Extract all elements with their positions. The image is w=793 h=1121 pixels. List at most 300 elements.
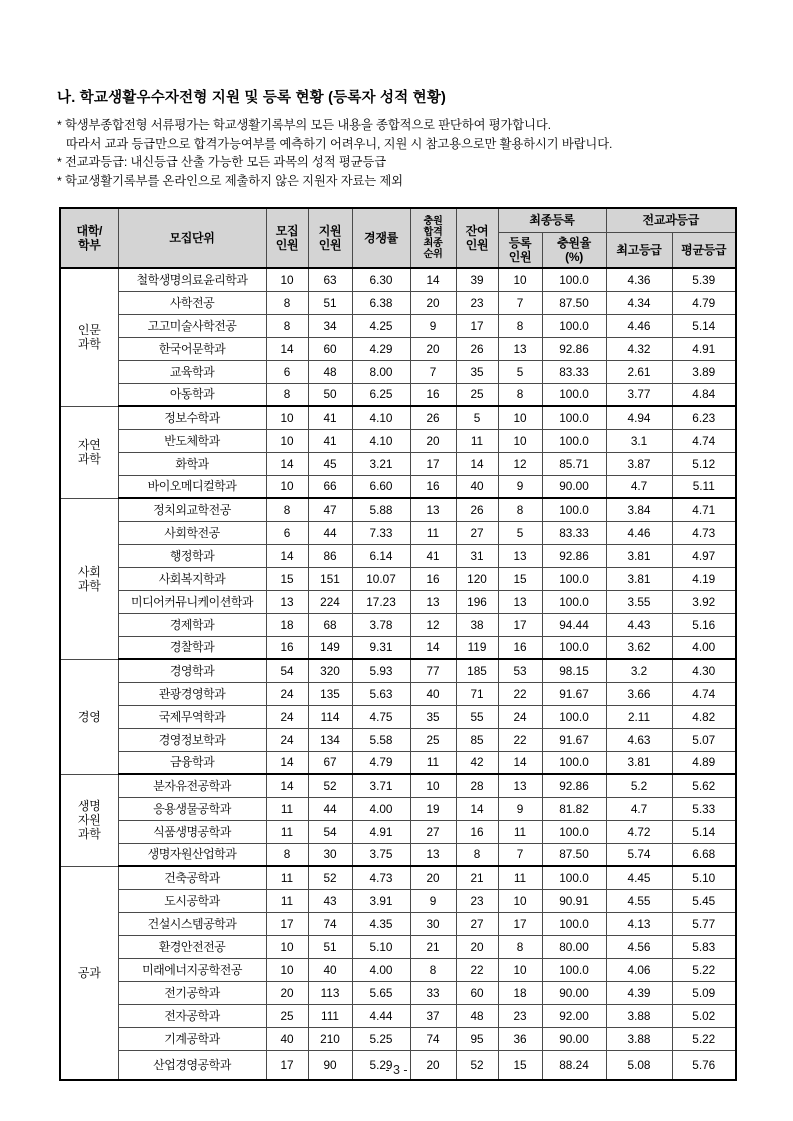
cell-applicants: 44 [308, 521, 352, 544]
cell-quota: 24 [266, 705, 308, 728]
cell-ratio: 6.38 [352, 291, 410, 314]
cell-avg-grade: 5.83 [672, 935, 736, 958]
cell-fill-rate: 100.0 [542, 636, 606, 659]
header-applicants-line2: 인원 [318, 238, 342, 252]
cell-remaining: 52 [456, 1050, 498, 1080]
table-row [60, 751, 736, 774]
cell-best-grade: 4.7 [606, 797, 672, 820]
header-row-top [60, 208, 736, 232]
cell-ratio: 5.10 [352, 935, 410, 958]
table-row [60, 452, 736, 475]
cell-enrolled: 24 [498, 705, 542, 728]
table-row [60, 337, 736, 360]
header-rank-line2: 합격 [423, 226, 443, 238]
cell-enrolled: 23 [498, 1004, 542, 1027]
cell-avg-grade: 5.62 [672, 774, 736, 797]
cell-avg-grade: 5.39 [672, 268, 736, 291]
table-row [60, 958, 736, 981]
cell-quota: 10 [266, 406, 308, 429]
college-line: 생명 [77, 799, 101, 813]
header-college-line1: 대학/ [76, 224, 103, 238]
cell-waitlist-rank: 11 [410, 521, 456, 544]
cell-unit: 건설시스템공학과 [118, 912, 266, 935]
cell-enrolled: 10 [498, 958, 542, 981]
header-college-line2: 학부 [77, 238, 101, 252]
cell-waitlist-rank: 35 [410, 705, 456, 728]
cell-fill-rate: 83.33 [542, 360, 606, 383]
cell-applicants: 68 [308, 613, 352, 636]
cell-fill-rate: 88.24 [542, 1050, 606, 1080]
cell-quota: 10 [266, 268, 308, 291]
cell-enrolled: 8 [498, 314, 542, 337]
cell-best-grade: 3.2 [606, 659, 672, 682]
cell-quota: 17 [266, 1050, 308, 1080]
cell-quota: 14 [266, 544, 308, 567]
cell-waitlist-rank: 19 [410, 797, 456, 820]
cell-applicants: 50 [308, 383, 352, 406]
cell-quota: 8 [266, 383, 308, 406]
cell-avg-grade: 4.30 [672, 659, 736, 682]
cell-unit: 응용생물공학과 [118, 797, 266, 820]
cell-waitlist-rank: 26 [410, 406, 456, 429]
cell-waitlist-rank: 16 [410, 475, 456, 498]
cell-applicants: 135 [308, 682, 352, 705]
cell-best-grade: 3.55 [606, 590, 672, 613]
cell-unit: 미디어커뮤니케이션학과 [118, 590, 266, 613]
cell-waitlist-rank: 33 [410, 981, 456, 1004]
cell-enrolled: 15 [498, 1050, 542, 1080]
cell-ratio: 4.00 [352, 958, 410, 981]
cell-fill-rate: 92.86 [542, 774, 606, 797]
cell-quota: 14 [266, 751, 308, 774]
cell-avg-grade: 4.91 [672, 337, 736, 360]
cell-applicants: 134 [308, 728, 352, 751]
cell-ratio: 6.60 [352, 475, 410, 498]
cell-fill-rate: 91.67 [542, 682, 606, 705]
cell-unit: 전자공학과 [118, 1004, 266, 1027]
cell-quota: 17 [266, 912, 308, 935]
cell-waitlist-rank: 20 [410, 429, 456, 452]
cell-unit: 교육학과 [118, 360, 266, 383]
cell-best-grade: 4.63 [606, 728, 672, 751]
cell-fill-rate: 81.82 [542, 797, 606, 820]
cell-waitlist-rank: 13 [410, 590, 456, 613]
cell-college [60, 659, 118, 774]
cell-unit: 화학과 [118, 452, 266, 475]
cell-best-grade: 4.39 [606, 981, 672, 1004]
table-row [60, 866, 736, 889]
cell-fill-rate: 100.0 [542, 705, 606, 728]
cell-ratio: 4.35 [352, 912, 410, 935]
header-fill-rate [542, 232, 606, 268]
cell-unit: 분자유전공학과 [118, 774, 266, 797]
cell-applicants: 41 [308, 429, 352, 452]
cell-fill-rate: 90.91 [542, 889, 606, 912]
cell-enrolled: 15 [498, 567, 542, 590]
header-unit: 모집단위 [118, 208, 266, 268]
cell-applicants: 74 [308, 912, 352, 935]
cell-enrolled: 10 [498, 429, 542, 452]
cell-ratio: 5.65 [352, 981, 410, 1004]
cell-ratio: 6.25 [352, 383, 410, 406]
cell-fill-rate: 100.0 [542, 751, 606, 774]
cell-unit: 사학전공 [118, 291, 266, 314]
header-fill-rate-line2: (%) [565, 249, 583, 264]
cell-avg-grade: 4.79 [672, 291, 736, 314]
cell-waitlist-rank: 41 [410, 544, 456, 567]
cell-avg-grade: 6.23 [672, 406, 736, 429]
cell-enrolled: 7 [498, 843, 542, 866]
cell-best-grade: 4.32 [606, 337, 672, 360]
cell-best-grade: 3.77 [606, 383, 672, 406]
table-row [60, 935, 736, 958]
cell-unit: 환경안전전공 [118, 935, 266, 958]
cell-avg-grade: 4.82 [672, 705, 736, 728]
table-row [60, 843, 736, 866]
cell-ratio: 17.23 [352, 590, 410, 613]
table-row [60, 268, 736, 291]
cell-ratio: 4.73 [352, 866, 410, 889]
header-remain-line1: 잔여 [465, 224, 489, 238]
college-line: 인문 [77, 323, 101, 338]
cell-remaining: 5 [456, 406, 498, 429]
cell-avg-grade: 4.19 [672, 567, 736, 590]
cell-best-grade: 3.1 [606, 429, 672, 452]
cell-fill-rate: 87.50 [542, 291, 606, 314]
table-row [60, 728, 736, 751]
cell-waitlist-rank: 13 [410, 498, 456, 521]
header-enrolled [498, 232, 542, 268]
cell-ratio: 4.25 [352, 314, 410, 337]
cell-best-grade: 3.84 [606, 498, 672, 521]
cell-remaining: 38 [456, 613, 498, 636]
note-line-2: 따라서 교과 등급만으로 합격가능여부를 예측하기 어려우니, 지원 시 참고용으로만 활용하시기 바랍니다. [66, 136, 613, 151]
cell-enrolled: 22 [498, 682, 542, 705]
cell-applicants: 40 [308, 958, 352, 981]
table-header [60, 208, 736, 268]
cell-college [60, 774, 118, 866]
header-remaining [456, 208, 498, 268]
cell-enrolled: 9 [498, 475, 542, 498]
cell-best-grade: 2.11 [606, 705, 672, 728]
cell-best-grade: 3.62 [606, 636, 672, 659]
header-quota-line2: 인원 [275, 238, 299, 252]
heading-block [57, 86, 747, 190]
cell-quota: 10 [266, 935, 308, 958]
cell-waitlist-rank: 13 [410, 843, 456, 866]
cell-applicants: 60 [308, 337, 352, 360]
cell-applicants: 45 [308, 452, 352, 475]
cell-applicants: 41 [308, 406, 352, 429]
cell-waitlist-rank: 14 [410, 636, 456, 659]
cell-unit: 도시공학과 [118, 889, 266, 912]
cell-waitlist-rank: 16 [410, 567, 456, 590]
cell-remaining: 31 [456, 544, 498, 567]
cell-fill-rate: 100.0 [542, 268, 606, 291]
cell-best-grade: 2.61 [606, 360, 672, 383]
cell-avg-grade: 5.14 [672, 314, 736, 337]
cell-enrolled: 9 [498, 797, 542, 820]
cell-quota: 18 [266, 613, 308, 636]
cell-enrolled: 13 [498, 590, 542, 613]
cell-unit: 행정학과 [118, 544, 266, 567]
cell-applicants: 30 [308, 843, 352, 866]
cell-unit: 정보수학과 [118, 406, 266, 429]
cell-waitlist-rank: 20 [410, 866, 456, 889]
cell-college [60, 268, 118, 406]
cell-applicants: 67 [308, 751, 352, 774]
cell-applicants: 48 [308, 360, 352, 383]
cell-ratio: 4.00 [352, 797, 410, 820]
table-row [60, 567, 736, 590]
cell-enrolled: 8 [498, 383, 542, 406]
cell-best-grade: 4.46 [606, 314, 672, 337]
header-quota-line1: 모집 [275, 224, 299, 238]
cell-college [60, 866, 118, 1080]
cell-avg-grade: 5.14 [672, 820, 736, 843]
cell-enrolled: 13 [498, 337, 542, 360]
cell-unit: 식품생명공학과 [118, 820, 266, 843]
cell-best-grade: 4.56 [606, 935, 672, 958]
cell-quota: 14 [266, 337, 308, 360]
cell-waitlist-rank: 77 [410, 659, 456, 682]
cell-remaining: 48 [456, 1004, 498, 1027]
cell-best-grade: 4.55 [606, 889, 672, 912]
cell-best-grade: 3.87 [606, 452, 672, 475]
cell-enrolled: 17 [498, 912, 542, 935]
cell-fill-rate: 98.15 [542, 659, 606, 682]
cell-applicants: 43 [308, 889, 352, 912]
cell-enrolled: 16 [498, 636, 542, 659]
cell-unit: 고고미술사학전공 [118, 314, 266, 337]
table-row [60, 429, 736, 452]
cell-ratio: 3.78 [352, 613, 410, 636]
cell-ratio: 6.30 [352, 268, 410, 291]
cell-applicants: 51 [308, 935, 352, 958]
cell-remaining: 35 [456, 360, 498, 383]
table-row [60, 797, 736, 820]
cell-fill-rate: 92.00 [542, 1004, 606, 1027]
cell-ratio: 3.91 [352, 889, 410, 912]
header-ratio: 경쟁률 [352, 208, 410, 268]
cell-remaining: 11 [456, 429, 498, 452]
cell-fill-rate: 92.86 [542, 544, 606, 567]
cell-quota: 40 [266, 1027, 308, 1050]
cell-enrolled: 12 [498, 452, 542, 475]
cell-applicants: 90 [308, 1050, 352, 1080]
cell-best-grade: 4.13 [606, 912, 672, 935]
cell-fill-rate: 91.67 [542, 728, 606, 751]
cell-unit: 사회학전공 [118, 521, 266, 544]
cell-remaining: 14 [456, 797, 498, 820]
header-fill-rate-line1: 충원율 [557, 235, 591, 250]
cell-quota: 8 [266, 291, 308, 314]
cell-unit: 경찰학과 [118, 636, 266, 659]
cell-remaining: 20 [456, 935, 498, 958]
cell-best-grade: 4.7 [606, 475, 672, 498]
cell-best-grade: 3.81 [606, 544, 672, 567]
table-body [60, 268, 736, 1080]
cell-fill-rate: 92.86 [542, 337, 606, 360]
cell-enrolled: 8 [498, 935, 542, 958]
table-row [60, 820, 736, 843]
cell-avg-grade: 4.89 [672, 751, 736, 774]
table-row [60, 682, 736, 705]
cell-fill-rate: 90.00 [542, 1027, 606, 1050]
cell-avg-grade: 5.22 [672, 958, 736, 981]
cell-best-grade: 4.43 [606, 613, 672, 636]
cell-enrolled: 8 [498, 498, 542, 521]
cell-remaining: 42 [456, 751, 498, 774]
cell-quota: 11 [266, 866, 308, 889]
cell-fill-rate: 100.0 [542, 498, 606, 521]
cell-fill-rate: 100.0 [542, 912, 606, 935]
cell-enrolled: 5 [498, 360, 542, 383]
cell-remaining: 26 [456, 498, 498, 521]
cell-waitlist-rank: 14 [410, 268, 456, 291]
cell-enrolled: 11 [498, 820, 542, 843]
cell-waitlist-rank: 9 [410, 314, 456, 337]
cell-remaining: 55 [456, 705, 498, 728]
cell-quota: 10 [266, 475, 308, 498]
cell-avg-grade: 3.89 [672, 360, 736, 383]
cell-remaining: 16 [456, 820, 498, 843]
cell-waitlist-rank: 20 [410, 291, 456, 314]
table-row [60, 1004, 736, 1027]
cell-ratio: 6.14 [352, 544, 410, 567]
cell-quota: 14 [266, 774, 308, 797]
cell-waitlist-rank: 9 [410, 889, 456, 912]
cell-avg-grade: 4.74 [672, 682, 736, 705]
cell-remaining: 27 [456, 912, 498, 935]
cell-ratio: 5.25 [352, 1027, 410, 1050]
cell-avg-grade: 5.33 [672, 797, 736, 820]
cell-fill-rate: 94.44 [542, 613, 606, 636]
cell-avg-grade: 4.97 [672, 544, 736, 567]
table-row [60, 360, 736, 383]
cell-fill-rate: 85.71 [542, 452, 606, 475]
cell-best-grade: 4.72 [606, 820, 672, 843]
cell-fill-rate: 87.50 [542, 843, 606, 866]
cell-remaining: 27 [456, 521, 498, 544]
cell-waitlist-rank: 74 [410, 1027, 456, 1050]
cell-avg-grade: 5.07 [672, 728, 736, 751]
cell-remaining: 119 [456, 636, 498, 659]
cell-ratio: 7.33 [352, 521, 410, 544]
cell-applicants: 114 [308, 705, 352, 728]
cell-quota: 25 [266, 1004, 308, 1027]
table-row [60, 314, 736, 337]
note-line-4: * 학교생활기록부를 온라인으로 제출하지 않은 지원자 자료는 제외 [57, 173, 403, 188]
cell-remaining: 21 [456, 866, 498, 889]
cell-fill-rate: 100.0 [542, 820, 606, 843]
cell-ratio: 5.88 [352, 498, 410, 521]
cell-enrolled: 22 [498, 728, 542, 751]
cell-waitlist-rank: 8 [410, 958, 456, 981]
cell-ratio: 4.10 [352, 406, 410, 429]
cell-waitlist-rank: 7 [410, 360, 456, 383]
cell-applicants: 47 [308, 498, 352, 521]
cell-applicants: 51 [308, 291, 352, 314]
cell-waitlist-rank: 25 [410, 728, 456, 751]
cell-waitlist-rank: 12 [410, 613, 456, 636]
table-row [60, 406, 736, 429]
cell-ratio: 8.00 [352, 360, 410, 383]
table-row [60, 912, 736, 935]
cell-ratio: 10.07 [352, 567, 410, 590]
header-rank-line3: 최종 [423, 238, 443, 249]
cell-quota: 14 [266, 452, 308, 475]
cell-ratio: 9.31 [352, 636, 410, 659]
cell-ratio: 5.93 [352, 659, 410, 682]
cell-avg-grade: 5.12 [672, 452, 736, 475]
table-row [60, 1027, 736, 1050]
cell-waitlist-rank: 10 [410, 774, 456, 797]
cell-quota: 8 [266, 843, 308, 866]
table-row [60, 889, 736, 912]
cell-avg-grade: 4.71 [672, 498, 736, 521]
cell-best-grade: 4.06 [606, 958, 672, 981]
cell-unit: 사회복지학과 [118, 567, 266, 590]
cell-ratio: 5.29 [352, 1050, 410, 1080]
cell-ratio: 4.29 [352, 337, 410, 360]
cell-avg-grade: 5.76 [672, 1050, 736, 1080]
cell-remaining: 14 [456, 452, 498, 475]
cell-waitlist-rank: 27 [410, 820, 456, 843]
cell-fill-rate: 83.33 [542, 521, 606, 544]
cell-remaining: 71 [456, 682, 498, 705]
header-waitlist-rank [410, 208, 456, 268]
cell-enrolled: 7 [498, 291, 542, 314]
cell-fill-rate: 90.00 [542, 475, 606, 498]
cell-remaining: 25 [456, 383, 498, 406]
cell-applicants: 54 [308, 820, 352, 843]
college-line: 자원 [77, 813, 101, 827]
cell-waitlist-rank: 30 [410, 912, 456, 935]
cell-unit: 정치외교학전공 [118, 498, 266, 521]
cell-avg-grade: 4.84 [672, 383, 736, 406]
cell-fill-rate: 100.0 [542, 314, 606, 337]
cell-applicants: 210 [308, 1027, 352, 1050]
header-college [60, 208, 118, 268]
college-line: 과학 [77, 578, 101, 593]
college-line: 자연 [77, 438, 101, 452]
note-line-3: * 전교과등급: 내신등급 산출 가능한 모든 과목의 성적 평균등급 [57, 155, 387, 169]
cell-fill-rate: 90.00 [542, 981, 606, 1004]
cell-remaining: 60 [456, 981, 498, 1004]
cell-best-grade: 5.2 [606, 774, 672, 797]
table-row [60, 475, 736, 498]
header-grade-group: 전교과등급 [606, 208, 736, 232]
cell-ratio: 4.75 [352, 705, 410, 728]
cell-avg-grade: 5.45 [672, 889, 736, 912]
cell-waitlist-rank: 21 [410, 935, 456, 958]
cell-avg-grade: 4.73 [672, 521, 736, 544]
cell-unit: 금융학과 [118, 751, 266, 774]
cell-remaining: 120 [456, 567, 498, 590]
cell-quota: 11 [266, 889, 308, 912]
cell-unit: 아동학과 [118, 383, 266, 406]
cell-best-grade: 3.66 [606, 682, 672, 705]
table-row [60, 659, 736, 682]
header-avg-grade: 평균등급 [672, 232, 736, 268]
table-row [60, 981, 736, 1004]
cell-applicants: 86 [308, 544, 352, 567]
cell-unit: 전기공학과 [118, 981, 266, 1004]
cell-avg-grade: 5.02 [672, 1004, 736, 1027]
cell-enrolled: 14 [498, 751, 542, 774]
cell-ratio: 4.10 [352, 429, 410, 452]
